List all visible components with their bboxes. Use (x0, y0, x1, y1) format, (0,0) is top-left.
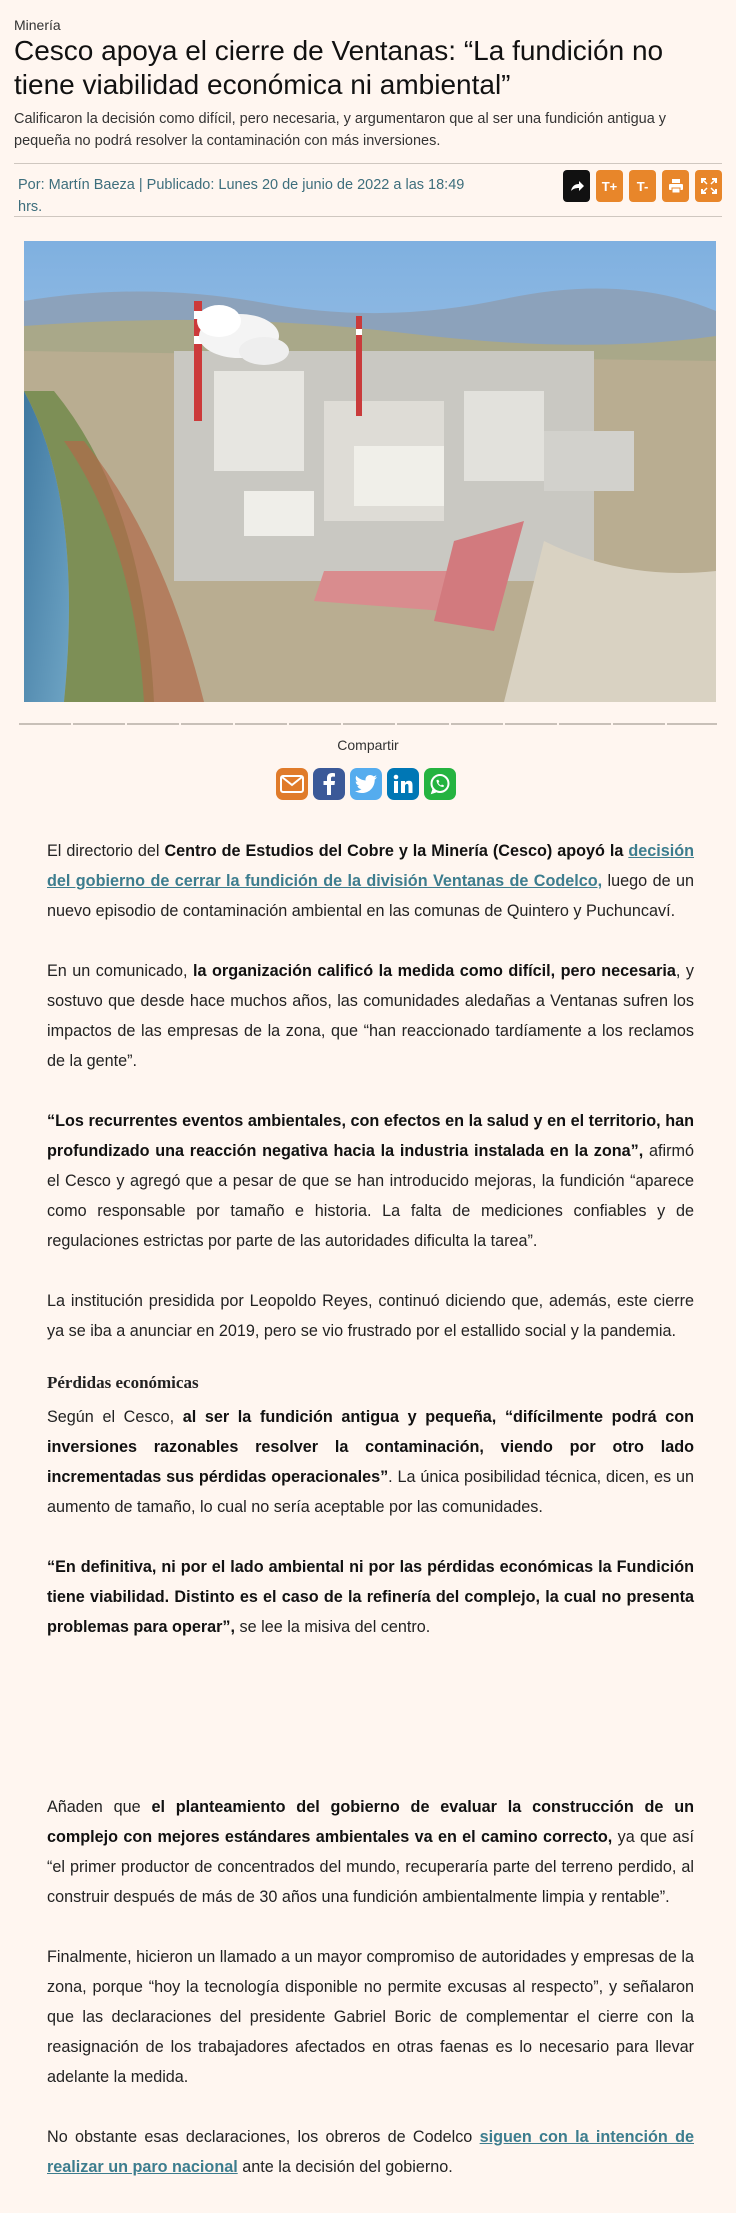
share-arrow-icon (569, 178, 585, 194)
inline-link[interactable]: decisión del gobierno de cerrar la fundición de la división Ventanas de Codelco, (47, 842, 694, 890)
twitter-icon (355, 775, 377, 793)
paragraph: “Los recurrentes eventos ambientales, con efectos en la salud y en el territorio, han profundizado una reacción negativa hacia la industria instalada en la zona”, afirmó el Cesco y agregó que a pesar de que se han introducido mejoras, la fundición “aparece como responsable por tamaño e historia. La falta de mediciones confiables y de regulaciones estrictas por parte de las autoridades dificulta la tarea”. (47, 1112, 694, 1250)
decrease-text-button[interactable]: T- (629, 170, 656, 202)
divider (19, 723, 717, 725)
category-label[interactable]: Minería (14, 17, 61, 33)
paragraph: Finalmente, hicieron un llamado a un mayor compromiso de autoridades y empresas de la zona, porque “hoy la tecnología disponible no permite excusas al respecto”, y señalaron que las declaraciones del presidente Gabriel Boric de complementar el cierre con la reasignación de los trabajadores afectados en otras faenas es lo necesario para llevar adelante la medida. (47, 1948, 694, 2086)
share-linkedin-button[interactable] (387, 768, 419, 800)
article-title: Cesco apoya el cierre de Ventanas: “La fundición no tiene viabilidad económica ni ambiental” (14, 35, 664, 100)
article-body (47, 836, 694, 2212)
paragraph: El directorio del Centro de Estudios del Cobre y la Minería (Cesco) apoyó la decisión del gobierno de cerrar la fundición de la división Ventanas de Codelco, luego de un nuevo episodio de contaminación ambiental en las comunas de Quintero y Puchuncaví. (47, 842, 694, 920)
paragraph: En un comunicado, la organización calificó la medida como difícil, pero necesaria, y sostuvo que desde hace muchos años, las comunidades aledañas a Ventanas sufren los impactos de las empresas de la zona, que “han reaccionado tardíamente a los reclamos de la gente”. (47, 962, 694, 1070)
increase-text-button[interactable]: T+ (596, 170, 623, 202)
divider (14, 216, 722, 217)
fullscreen-icon (701, 178, 717, 194)
share-twitter-button[interactable] (350, 768, 382, 800)
article-photo (24, 241, 716, 702)
share-whatsapp-button[interactable] (424, 768, 456, 800)
divider (14, 163, 722, 164)
share-email-button[interactable] (276, 768, 308, 800)
byline: Por: Martín Baeza | Publicado: Lunes 20 de junio de 2022 a las 18:49 hrs. (18, 177, 465, 215)
email-icon (280, 775, 304, 793)
ad-space (47, 1672, 694, 1792)
share-label: Compartir (337, 737, 399, 753)
share-facebook-button[interactable] (313, 768, 345, 800)
paragraph: “En definitiva, ni por el lado ambiental ni por las pérdidas económicas la Fundición tiene viabilidad. Distinto es el caso de la refinería del complejo, la cual no presenta problemas para operar”, se lee la misiva del centro. (47, 1558, 694, 1636)
paragraph: Según el Cesco, al ser la fundición antigua y pequeña, “difícilmente podrá con inversiones razonables resolver la contaminación, viendo por otro lado incrementadas sus pérdidas operacionales”. La única posibilidad técnica, dicen, es un aumento de tamaño, lo cual no sería aceptable por las comunidades. (47, 1408, 695, 1516)
share-arrow-button[interactable] (563, 170, 590, 202)
section-heading: Pérdidas económicas (47, 1373, 199, 1392)
paragraph: La institución presidida por Leopoldo Reyes, continuó diciendo que, además, este cierre ya se iba a anunciar en 2019, pero se vio frustrado por el estallido social y la pandemia. (47, 1292, 694, 1340)
linkedin-icon (393, 774, 413, 794)
article-toolbar (563, 170, 722, 202)
paragraph: No obstante esas declaraciones, los obreros de Codelco siguen con la intención de realizar un paro nacional ante la decisión del gobierno. (47, 2128, 694, 2176)
whatsapp-icon (429, 773, 451, 795)
printer-icon (668, 178, 684, 194)
facebook-icon (321, 773, 337, 795)
fullscreen-button[interactable] (695, 170, 722, 202)
paragraph: Añaden que el planteamiento del gobierno de evaluar la construcción de un complejo con mejores estándares ambientales va en el camino correcto, ya que así “el primer productor de concentrados del mundo, recuperaría parte del terreno perdido, al construir después de más de 30 años una fundición ambientalmente limpia y rentable”. (47, 1798, 694, 1906)
print-button[interactable] (662, 170, 689, 202)
inline-link[interactable]: siguen con la intención de realizar un paro nacional (47, 2128, 694, 2176)
share-buttons (276, 768, 456, 800)
article-lead: Calificaron la decisión como difícil, pero necesaria, y argumentaron que al ser una fundición antigua y pequeña no podrá resolver la contaminación con más inversiones. (14, 111, 667, 149)
